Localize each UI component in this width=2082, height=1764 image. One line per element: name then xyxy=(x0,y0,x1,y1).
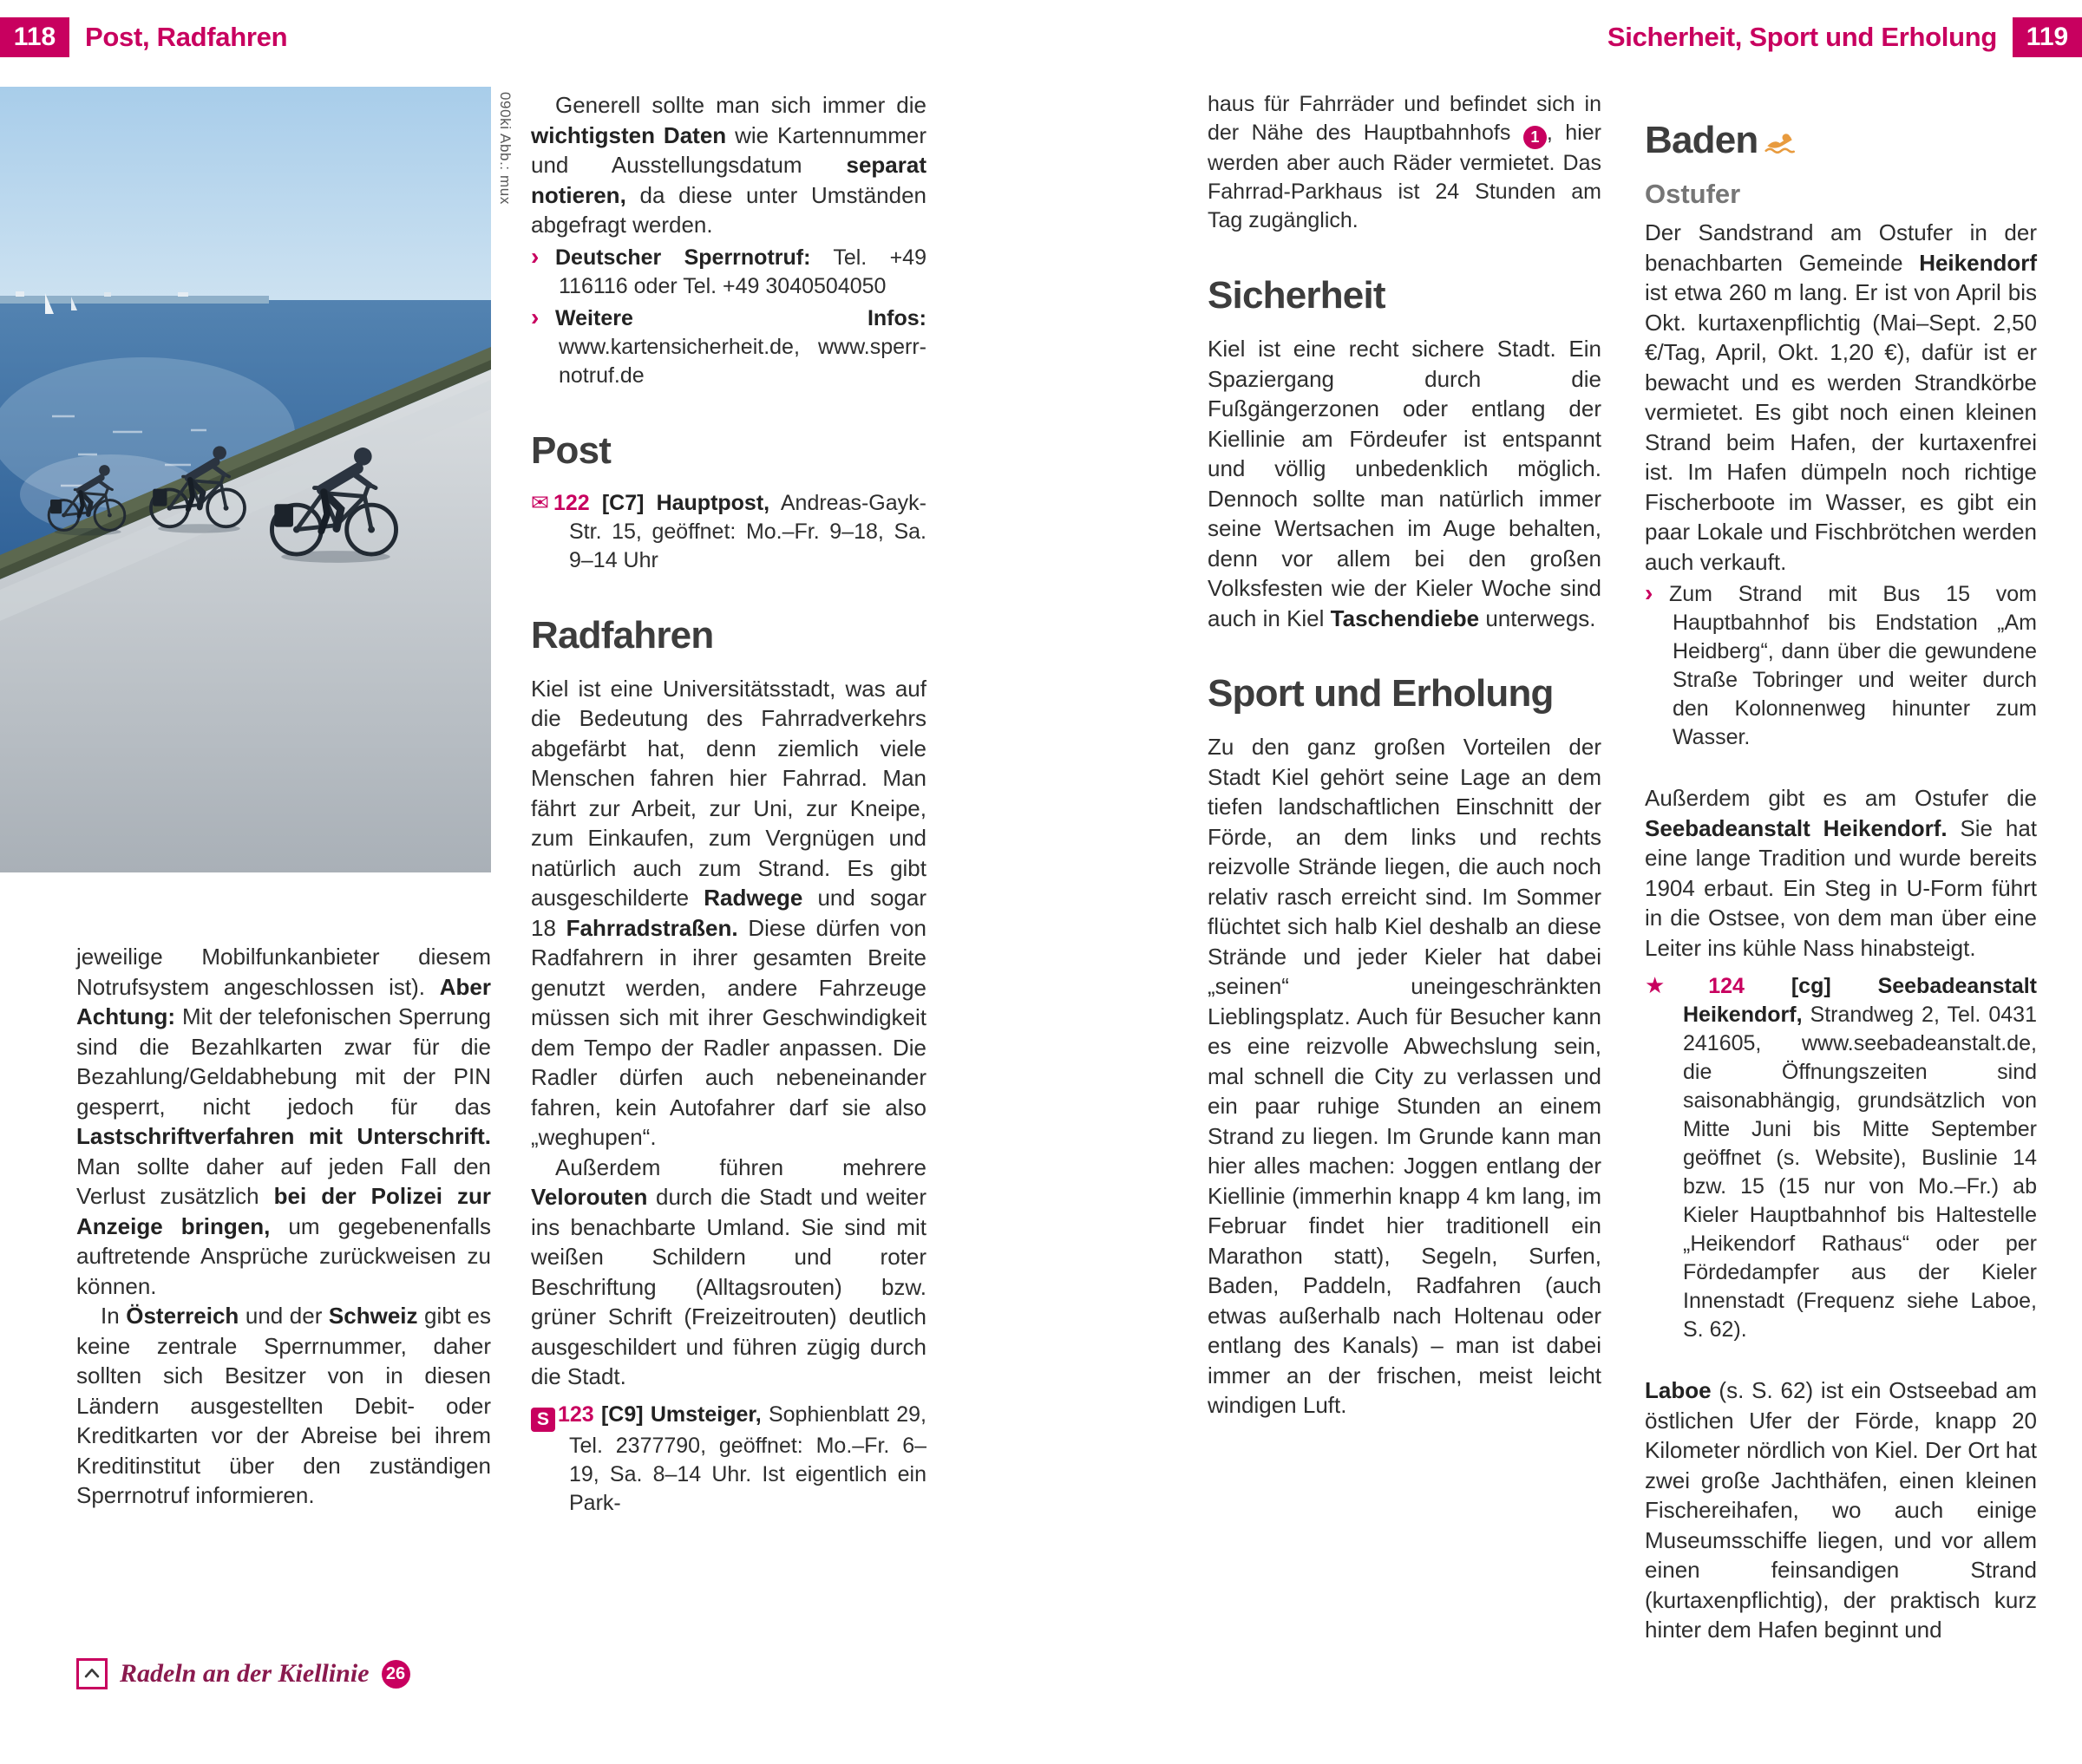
poi-entry: ✉ 122 [C7] Hauptpost, Andreas-Gayk-Str. 15, geöffnet: Mo.–Fr. 9–18, Sa. 9–14 Uhr xyxy=(531,490,926,572)
column-page119-right xyxy=(1645,90,2037,1645)
bold-text: Laboe xyxy=(1645,1377,1712,1403)
paragraph: Kiel ist eine Universitätsstadt, was auf die Bedeutung des Fahrradverkehrs abgefärbt hat, denn ziemlich viele Menschen fahren hier Fahrrad. Man fährt zur Arbeit, zur Uni, zur Kneipe, zum Einkaufen, zum Vergnügen und natürlich auch zum Strand. Es gibt ausgeschilderte Radwege und sogar 18 Fahrradstraßen. Diese dürfen von Radfahrern in ihrer gesamten Breite genutzt werden, andere Fahrzeuge müssen sich mit ihrer Geschwindigkeit dem Tempo der Radler anpassen. Die Radler dürfen auch nebeneinander fahren, kein Autofahrer darf sie also „weghupen“. xyxy=(531,675,926,1150)
photo-caption-text: Radeln an der Kiellinie xyxy=(120,1659,370,1688)
paragraph: Der Sandstrand am Ostufer in der benachbarten Gemeinde Heikendorf ist etwa 260 m lang. Er ist von April bis Okt. kurtaxenpflichtig (Mai–Sept. 2,50 €/Tag, April, Okt. 1,20 €), dafür ist er bewacht und es werden Strandkörbe vermietet. Es gibt noch einen kleinen Strand beim Hafen, der kurtaxenfrei ist. Im Hafen dümpeln noch richtige Fischerboote im Wasser, es gibt ein paar Lokale und Fischbrötchen werden auch verkauft. xyxy=(1645,219,2037,575)
page-number-right: 119 xyxy=(2013,17,2082,57)
bold-text: bei der Polizei zur Anzeige bringen, xyxy=(76,1183,491,1239)
bold-text: [C9] xyxy=(600,1401,644,1427)
paragraph: Laboe (s. S. 62) ist ein Ostseebad am östlichen Ufer der Förde, knapp 20 Kilometer nördlich von Kiel. Der Ort hat zwei große Jachthäfen, einen kleinen Fischereihafen, wo auch einige Museumsschiffe liegen, und vor allem einen feinsandigen Strand (kurtaxenpflichtig), der praktisch kurz hinter dem Hafen beginnt und xyxy=(1645,1377,2037,1643)
poi-number: 122 xyxy=(553,490,590,515)
heading-post: Post xyxy=(531,428,612,472)
bold-text: Aber Achtung: xyxy=(76,973,491,1029)
running-head-right: Sicherheit, Sport und Erholung xyxy=(1607,22,1997,52)
bold-text: Hauptpost, xyxy=(656,490,770,515)
column-page118-right xyxy=(531,90,926,1523)
paragraph: Zu den ganz großen Vorteilen der Stadt Kiel gehört seine Lage an dem tiefen landschaftlichen Einschnitt der Förde, an dem links und rechts reizvolle Strände liegen, die auch noch relativ rasch erreicht sind. Im Sommer flüchtet sich halb Kiel deshalb an diese Strände und jeder Kieler hat dabei „seinen“ uneingeschränkten Lieblingsplatz. Auch für Besucher kann es eine reizvolle Abwechslung sein, mal schnell die City zu verlassen und ein paar ruhige Stunden an einem Strand zu liegen. Im Grunde kann man hier alles machen: Joggen entlang der Kiellinie (immerhin knapp 4 km lang, im Februar findet hier traditionell ein Marathon statt), Segeln, Surfen, Baden, Paddeln, Radfahren (auch etwas außerhalb nach Holtenau oder entlang des Kanals) – man ist dabei immer an der frischen, meist leicht windigen Luft. xyxy=(1208,734,1601,1418)
tip-item: › Zum Strand mit Bus 15 vom Hauptbahnhof bis Endstation „Am Heidberg“, dann über die gewundene Straße Tobringer und weiter durch den Kolonnenweg hinunter zum Wasser. xyxy=(1645,579,2037,749)
paragraph: Außerdem führen mehrere Velorouten durch die Stadt und weiter ins benachbarte Umland. Sie sind mit weißen Schildern und roter Beschriftung (Alltagsrouten) bzw. grüner Schrift (Freizeitrouten) deutlich ausgeschildert und führen zügig durch die Stadt. xyxy=(531,1153,926,1389)
bold-text: Seebadeanstalt Heikendorf, xyxy=(1683,974,2037,1027)
bold-text: Fahrradstraßen. xyxy=(566,914,738,941)
heading-sicherheit: Sicherheit xyxy=(1208,274,1385,317)
heading-baden: Baden xyxy=(1645,120,2037,162)
star-icon: ★ xyxy=(1645,972,1706,998)
subheading-ostufer: Ostufer xyxy=(1645,179,1741,209)
column-page119-left xyxy=(1208,90,1601,1421)
kiellinie-photo xyxy=(0,87,491,872)
chevron-bullet-icon: › xyxy=(531,242,540,270)
poi-entry: S 123 [C9] Umsteiger, Sophienblatt 29, Tel. 2377790, geöffnet: Mo.–Fr. 6–19, Sa. 8–14 Uhr. Ist eigentlich ein Park- xyxy=(531,1401,926,1518)
paragraph: Generell sollte man sich immer die wichtigsten Daten wie Kartennummer und Ausstellungsdatum separat notieren, da diese unter Umständen abgefragt werden. xyxy=(531,92,926,238)
chevron-bullet-icon: › xyxy=(1645,579,1653,606)
bold-text: Radwege xyxy=(704,885,803,911)
photo-ref-arrow-icon xyxy=(76,1658,108,1689)
heading-sport-und-erholung: Sport und Erholung xyxy=(1208,672,1554,715)
bike-parking-icon: S xyxy=(531,1408,555,1432)
envelope-icon: ✉ xyxy=(531,490,549,515)
bold-text: Weitere Infos: xyxy=(555,305,926,330)
tip-item: › Deutscher Sperrnotruf: Tel. +49 116116 oder Tel. +49 3040504050 xyxy=(531,242,926,298)
bold-text: wichtigsten Daten xyxy=(531,121,727,148)
page-number-left: 118 xyxy=(0,17,69,57)
bold-text: Velorouten xyxy=(531,1184,648,1210)
cyclists-by-sea-illustration xyxy=(0,87,491,872)
poi-entry: ★ 124 [cg] Seebadeanstalt Heikendorf, Strandweg 2, Tel. 0431 241605, www.seebadeanstalt.de, die Öffnungszeiten sind saisonabhängig, grundsätzlich von Mitte Juni bis Mitte September geöffnet (s. Website), Buslinie 14 bzw. 15 (15 nur von Mo.–Fr.) ab Kieler Hauptbahnhof bis Haltestelle „Heikendorf Rathaus“ oder per Fördedampfer aus der Kieler Innenstadt (Frequenz siehe Laboe, S. 62). xyxy=(1645,972,2037,1342)
column-page118-left xyxy=(76,942,491,1511)
bold-text: Österreich xyxy=(126,1303,239,1329)
bold-text: Heikendorf xyxy=(1919,249,2037,276)
tip-item: › Weitere Infos: www.kartensicherheit.de, www.sperr-notruf.de xyxy=(531,303,926,388)
bold-text: [C7] xyxy=(601,490,645,515)
photo-credit: 090ki Abb.: mux xyxy=(497,92,514,205)
bold-text: Lastschriftverfahren mit Unterschrift. xyxy=(76,1123,491,1149)
chevron-bullet-icon: › xyxy=(531,303,540,330)
bold-text: Taschendiebe xyxy=(1330,604,1480,631)
bold-text: [cg] xyxy=(1791,974,1831,998)
paragraph: jeweilige Mobilfunkanbieter diesem Notrufsystem angeschlossen ist). Aber Achtung: Mit der telefonischen Sperrung sind die Bezahlkarten zwar für die Bezahlung/Geldabhebung mit der PIN gesperrt, nicht jedoch für das Lastschriftverfahren mit Unterschrift. Man sollte daher auf jeden Fall den Verlust zusätzlich bei der Polizei zur Anzeige bringen, um gegebenenfalls auftretende Ansprüche zurückweisen zu können. xyxy=(76,944,491,1299)
swimmer-icon xyxy=(1764,121,1797,162)
paragraph: Kiel ist eine recht sichere Stadt. Ein Spaziergang durch die Fußgängerzonen oder entlang der Kiellinie am Fördeufer ist entspannt und völlig unbedenklich möglich. Dennoch sollte man natürlich immer seine Wertsachen im Auge behalten, denn vor allem bei den großen Volksfesten wie der Kieler Woche sind auch in Kiel Taschendiebe unterwegs. xyxy=(1208,336,1601,631)
paragraph-continuation: haus für Fahrräder und befindet sich in der Nähe des Hauptbahnhofs 1 , hier werden aber auch Räder vermietet. Das Fahrrad-Parkhaus ist 24 Stunden am Tag zugänglich. xyxy=(1208,92,1601,232)
bold-text: separat notieren, xyxy=(531,152,926,208)
poi-number: 124 xyxy=(1708,974,1745,998)
running-head-left: Post, Radfahren xyxy=(85,22,288,52)
bold-text: Deutscher Sperrnotruf: xyxy=(555,245,811,270)
poi-number: 123 xyxy=(558,1401,594,1427)
bold-text: Seebadeanstalt Heikendorf. xyxy=(1645,814,1948,841)
photo-caption xyxy=(76,1658,410,1689)
bold-text: Schweiz xyxy=(328,1303,418,1329)
bold-text: Umsteiger, xyxy=(650,1401,762,1427)
map-ref-badge: 1 xyxy=(1523,126,1547,149)
heading-radfahren: Radfahren xyxy=(531,613,714,657)
paragraph: Außerdem gibt es am Ostufer die Seebadeanstalt Heikendorf. Sie hat eine lange Tradition und wurde bereits 1904 erbaut. Ein Steg in U-Form führt in die Ostsee, von dem man über eine Leiter ins kühle Nass hinabsteigt. xyxy=(1645,785,2037,961)
photo-ref-badge: 26 xyxy=(382,1660,410,1689)
paragraph: In Österreich und der Schweiz gibt es keine zentrale Sperrnummer, daher sollten sich Besitzer von in diesen Ländern ausgestellten Debit- oder Kreditkarten vor der Abreise bei ihrem Kreditinstitut über den zuständigen Sperrnotruf informieren. xyxy=(76,1303,491,1508)
